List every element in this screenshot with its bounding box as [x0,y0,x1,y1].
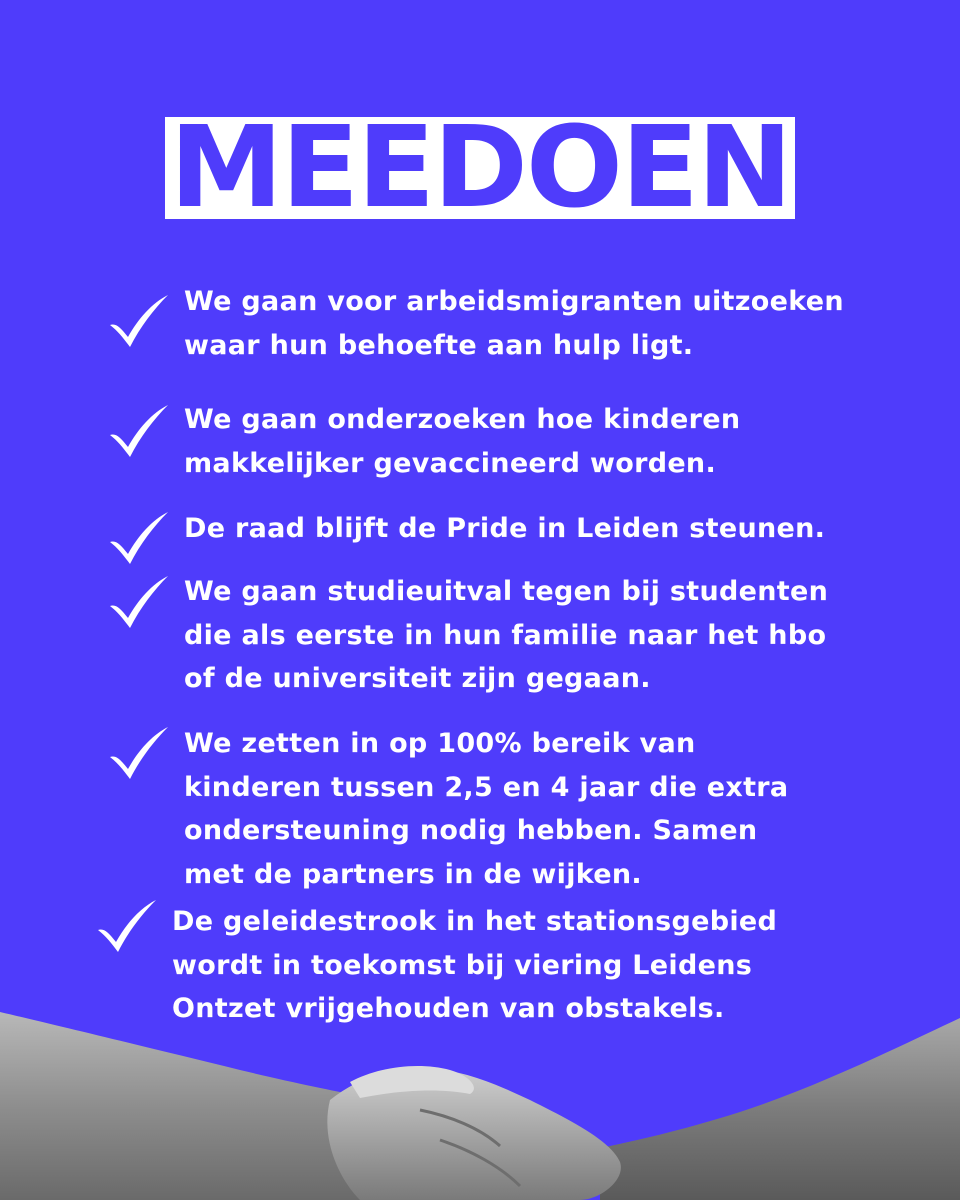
list-item-text: De raad blijft de Pride in Leiden steunen. [184,513,826,544]
checkmark-icon [108,725,170,781]
list-item-text: De geleidestrook in het stationsgebied wordt in toekomst bij viering Leidens Ontzet vrijgehouden van obstakels. [172,906,778,1024]
list-item-text: We gaan studieuitval tegen bij studenten die als eerste in hun familie naar het hbo of de universiteit zijn gegaan. [184,576,829,694]
checkmark-icon [108,403,170,459]
handshake-photo [0,990,960,1200]
page-title: MEEDOEN [169,103,791,233]
checkmark-icon [108,574,170,630]
list-item-text: We gaan voor arbeidsmigranten uitzoeken waar hun behoefte aan hulp ligt. [184,286,844,361]
title-box [165,103,795,233]
list-item-text: We gaan onderzoeken hoe kinderen makkelijker gevaccineerd worden. [184,404,741,479]
checkmark-icon [96,898,158,954]
checkmark-icon [108,293,170,349]
list-item-text: We zetten in op 100% bereik van kinderen tussen 2,5 en 4 jaar die extra ondersteuning nodig hebben. Samen met de partners in de wijken. [184,728,789,890]
checkmark-icon [108,510,170,566]
